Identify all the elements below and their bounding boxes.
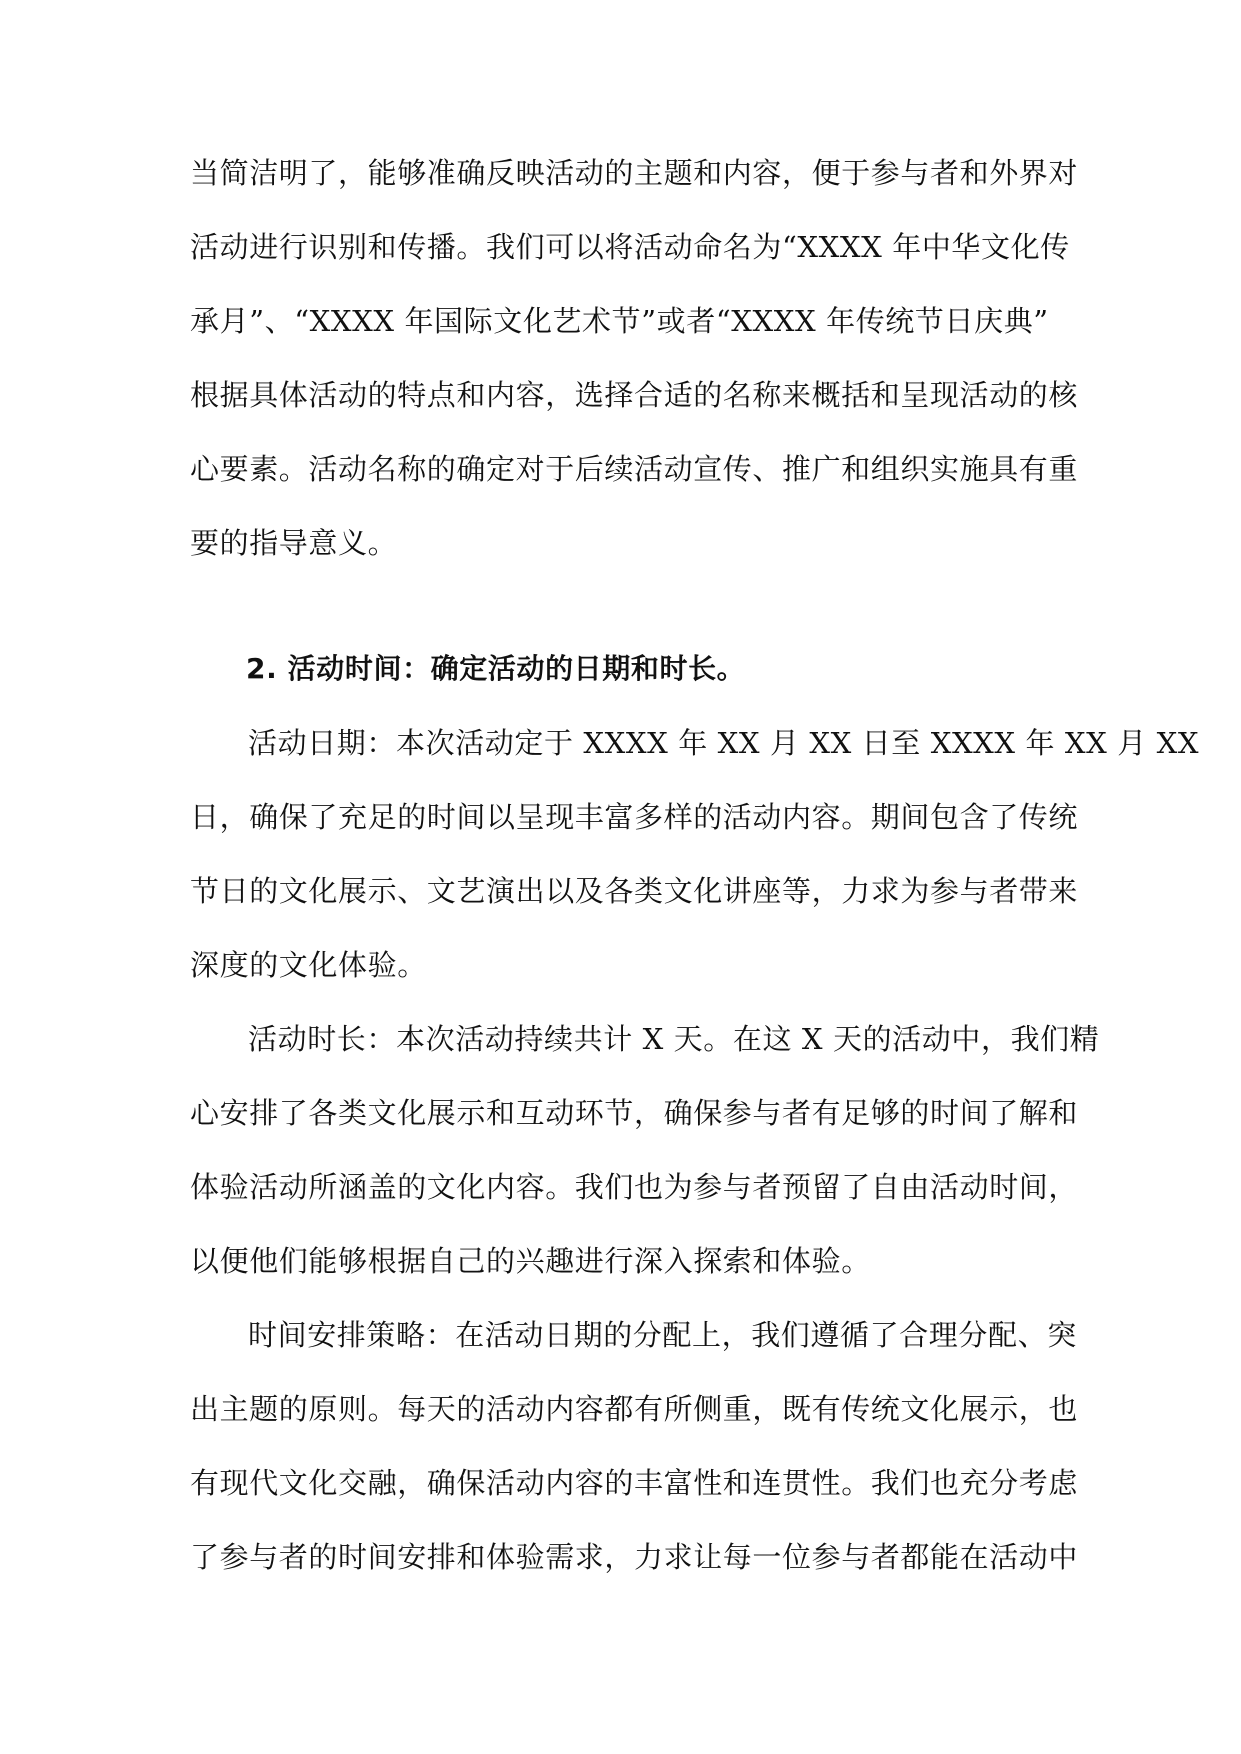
text-line: 当简洁明了，能够准确反映活动的主题和内容，便于参与者和外界对 [190, 156, 1079, 190]
text-line: 根据具体活动的特点和内容，选择合适的名称来概括和呈现活动的核 [190, 378, 1079, 412]
text-line: 了参与者的时间安排和体验需求，力求让每一位参与者都能在活动中 [190, 1540, 1079, 1574]
section-heading: 2. 活动时间：确定活动的日期和时长。 [246, 652, 746, 685]
text-line: 时间安排策略：在活动日期的分配上，我们遵循了合理分配、突 [248, 1318, 1077, 1352]
text-line: 节日的文化展示、文艺演出以及各类文化讲座等，力求为参与者带来 [190, 874, 1079, 908]
text-line: 心安排了各类文化展示和互动环节，确保参与者有足够的时间了解和 [190, 1096, 1079, 1130]
text-line: 体验活动所涵盖的文化内容。我们也为参与者预留了自由活动时间， [190, 1170, 1079, 1204]
text-line: 深度的文化体验。 [190, 948, 427, 982]
paragraph-activity-name [190, 143, 1079, 587]
spacer [190, 587, 1060, 639]
paragraph-activity-date [190, 713, 1200, 1009]
text-line: 活动日期：本次活动定于 XXXX 年 XX 月 XX 日至 XXXX 年 XX 月 XX [248, 726, 1200, 760]
text-line: 有现代文化交融，确保活动内容的丰富性和连贯性。我们也充分考虑 [190, 1466, 1079, 1500]
text-line: 出主题的原则。每天的活动内容都有所侧重，既有传统文化展示，也 [190, 1392, 1079, 1426]
paragraph-activity-duration [190, 1009, 1100, 1305]
text-line: 活动时长：本次活动持续共计 X 天。在这 X 天的活动中，我们精 [248, 1022, 1100, 1056]
text-line: 要的指导意义。 [190, 526, 398, 560]
document-body [190, 143, 1200, 1601]
text-line: 日，确保了充足的时间以呈现丰富多样的活动内容。期间包含了传统 [190, 800, 1079, 834]
text-line: 心要素。活动名称的确定对于后续活动宣传、推广和组织实施具有重 [190, 452, 1079, 486]
text-line: 承月”、“XXXX 年国际文化艺术节”或者“XXXX 年传统节日庆典” [190, 304, 1049, 338]
paragraph-time-strategy [190, 1305, 1079, 1601]
text-line: 以便他们能够根据自己的兴趣进行深入探索和体验。 [190, 1244, 871, 1278]
text-line: 活动进行识别和传播。我们可以将活动命名为“XXXX 年中华文化传 [190, 230, 1070, 264]
